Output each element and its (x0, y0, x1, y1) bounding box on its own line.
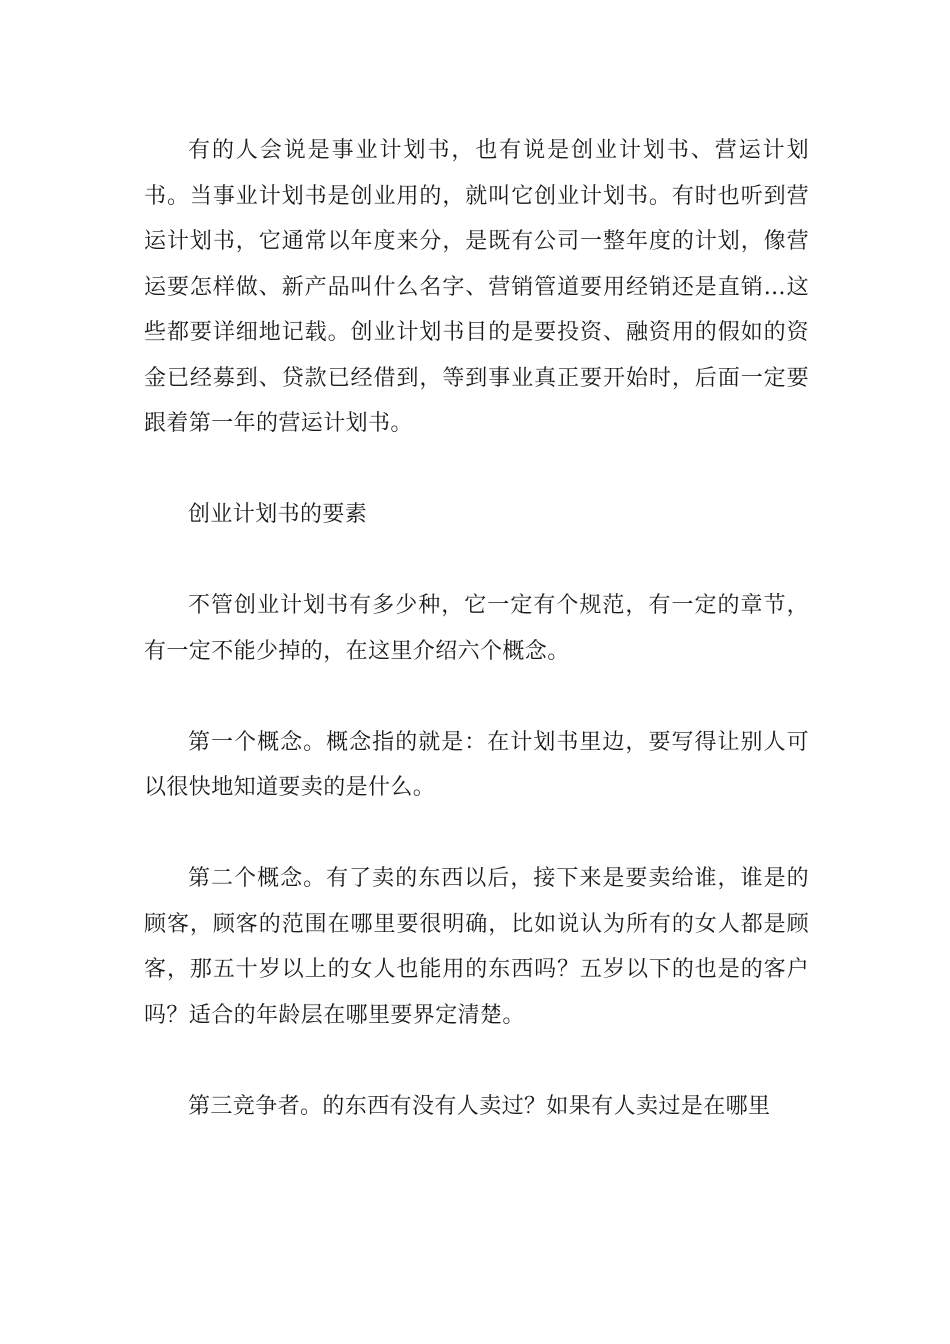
section-heading-plan-elements: 创业计划书的要素 (188, 502, 368, 527)
paragraph-six-concepts-intro: 不管创业计划书有多少种，它一定有个规范，有一定的章节，有一定不能少掉的，在这里介绍六个概念。 (144, 593, 809, 664)
paragraph-third-competitors: 第三竞争者。的东西有没有人卖过？如果有人卖过是在哪里 (188, 1093, 771, 1119)
document-body (144, 128, 809, 1175)
paragraph-second-concept: 第二个概念。有了卖的东西以后，接下来是要卖给谁，谁是的顾客，顾客的范围在哪里要很明确，比如说认为所有的女人都是顾客，那五十岁以上的女人也能用的东西吗？五岁以下的也是的客户吗？适合的年龄层在哪里要界定清楚。 (144, 866, 809, 1028)
paragraph-plan-types: 有的人会说是事业计划书，也有说是创业计划书、营运计划书。当事业计划书是创业用的，就叫它创业计划书。有时也听到营运计划书，它通常以年度来分，是既有公司一整年度的计划，像营运要怎样做、新产品叫什么名字、营销管道要用经销还是直销…这些都要详细地记载。创业计划书目的是要投资、融资用的假如的资金已经募到、贷款已经借到，等到事业真正要开始时，后面一定要跟着第一年的营运计划书。 (144, 138, 809, 436)
paragraph-first-concept: 第一个概念。概念指的就是：在计划书里边，要写得让别人可以很快地知道要卖的是什么。 (144, 729, 809, 800)
